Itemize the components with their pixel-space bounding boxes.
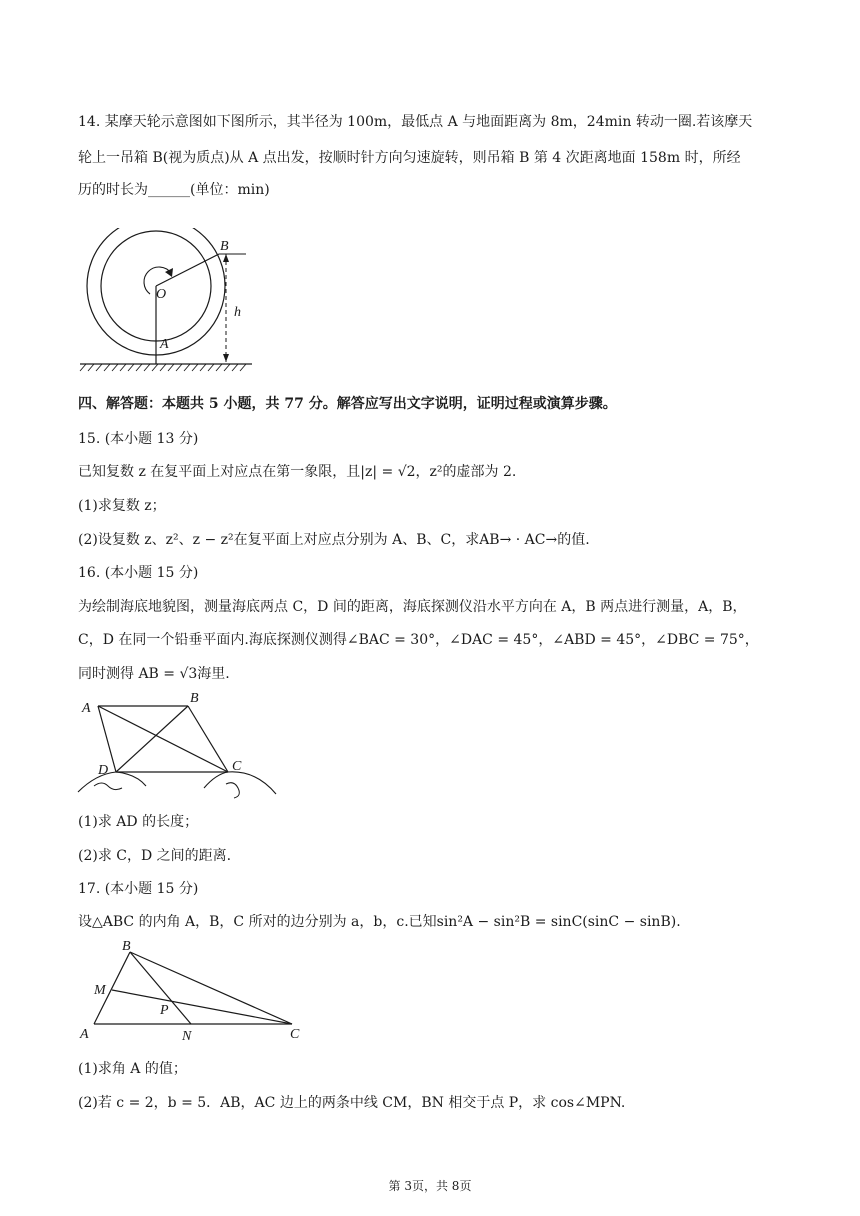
q17-part-1: (1)求角 A 的值； <box>78 1061 187 1077</box>
label-B: B <box>122 939 131 954</box>
label-B: B <box>220 239 229 254</box>
triangle-medians-figure <box>76 938 312 1046</box>
q14-line-3: 历的时长为______(单位：min) <box>78 182 270 198</box>
q16-title: 16. (本小题 15 分) <box>78 565 199 581</box>
label-C: C <box>232 759 242 774</box>
q15-part-1: (1)求复数 z； <box>78 498 166 514</box>
label-A: A <box>80 1027 89 1042</box>
q16-part-2: (2)求 C，D 之间的距离. <box>78 848 232 864</box>
label-A: A <box>82 701 91 716</box>
label-C: C <box>290 1027 300 1042</box>
q15-title: 15. (本小题 13 分) <box>78 431 199 447</box>
label-A: A <box>160 337 169 352</box>
label-O: O <box>156 287 167 302</box>
q17-title: 17. (本小题 15 分) <box>78 881 199 897</box>
q16-stem-2: C，D 在同一个铅垂平面内.海底探测仪测得∠BAC = 30°，∠DAC = 45°，∠ABD = 45°，∠DBC = 75°， <box>78 632 759 648</box>
q15-stem: 已知复数 z 在复平面上对应点在第一象限，且|z| = √2，z²的虚部为 2. <box>78 464 517 480</box>
q14-line-2: 轮上一吊箱 B(视为质点)从 A 点出发，按顺时针方向匀速旋转，则吊箱 B 第 4 次距离地面 158m 时，所经 <box>78 150 741 166</box>
seabed-figure <box>76 688 286 800</box>
label-N: N <box>182 1029 192 1044</box>
ferris-wheel-figure <box>76 228 256 378</box>
q17-part-2: (2)若 c = 2，b = 5．AB，AC 边上的两条中线 CM，BN 相交于点 P，求 cos∠MPN. <box>78 1095 626 1111</box>
label-h: h <box>234 305 241 320</box>
q16-stem-3: 同时测得 AB = √3海里. <box>78 666 230 682</box>
q16-part-1: (1)求 AD 的长度； <box>78 814 199 830</box>
label-M: M <box>94 983 106 998</box>
label-P: P <box>160 1003 169 1018</box>
section-4-heading: 四、解答题：本题共 5 小题，共 77 分。解答应写出文字说明，证明过程或演算步骤。 <box>78 396 617 412</box>
q17-stem: 设△ABC 的内角 A，B，C 所对的边分别为 a，b，c.已知sin²A − sin²B = sinC(sinC − sinB). <box>78 914 681 930</box>
q15-part-2: (2)设复数 z、z²、z − z²在复平面上对应点分别为 A、B、C，求AB→ · AC→的值. <box>78 532 590 548</box>
q14-line-1: 14. 某摩天轮示意图如下图所示，其半径为 100m，最低点 A 与地面距离为 8m，24min 转动一圈.若该摩天 <box>78 114 753 130</box>
label-B: B <box>190 691 199 706</box>
q16-stem-1: 为绘制海底地貌图，测量海底两点 C，D 间的距离，海底探测仪沿水平方向在 A，B 两点进行测量，A，B， <box>78 599 747 615</box>
page-footer: 第 3页，共 8页 <box>388 1179 472 1193</box>
label-D: D <box>98 763 109 778</box>
